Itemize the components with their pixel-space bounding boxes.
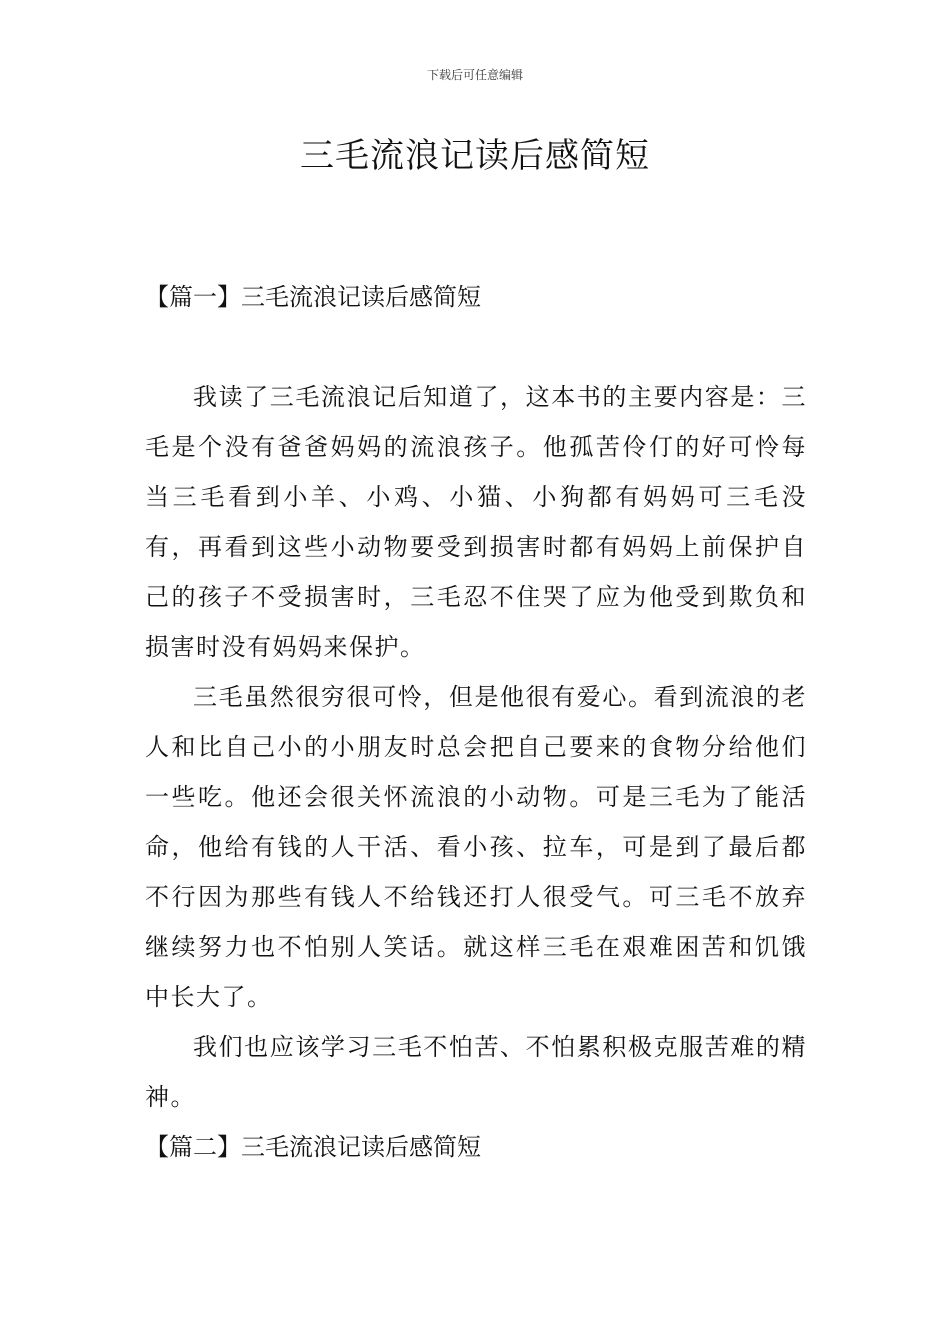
document-title: 三毛流浪记读后感简短 bbox=[300, 136, 650, 176]
header-note: 下载后可任意编辑 bbox=[426, 68, 523, 82]
section-heading-1: 【篇一】三毛流浪记读后感简短 bbox=[145, 283, 481, 311]
section-heading-2: 【篇二】三毛流浪记读后感简短 bbox=[145, 1133, 481, 1161]
paragraph-3: 我们也应该学习三毛不怕苦、不怕累积极克服苦难的精神。 bbox=[145, 1033, 807, 1111]
paragraph-2: 三毛虽然很穷很可怜，但是他很有爱心。看到流浪的老人和比自己小的小朋友时总会把自己要来的食物分给他们一些吃。他还会很关怀流浪的小动物。可是三毛为了能活命，他给有钱的人干活、看小孩、拉车，可是到了最后都不行因为那些有钱人不给钱还打人很受气。可三毛不放弃继续努力也不怕别人笑话。就这样三毛在艰难困苦和饥饿中长大了。 bbox=[145, 683, 807, 1011]
paragraph-1: 我读了三毛流浪记后知道了，这本书的主要内容是：三毛是个没有爸爸妈妈的流浪孩子。他孤苦伶仃的好可怜每当三毛看到小羊、小鸡、小猫、小狗都有妈妈可三毛没有，再看到这些小动物要受到损害时都有妈妈上前保护自己的孩子不受损害时，三毛忍不住哭了应为他受到欺负和损害时没有妈妈来保护。 bbox=[145, 383, 807, 661]
document-body bbox=[145, 272, 807, 1172]
